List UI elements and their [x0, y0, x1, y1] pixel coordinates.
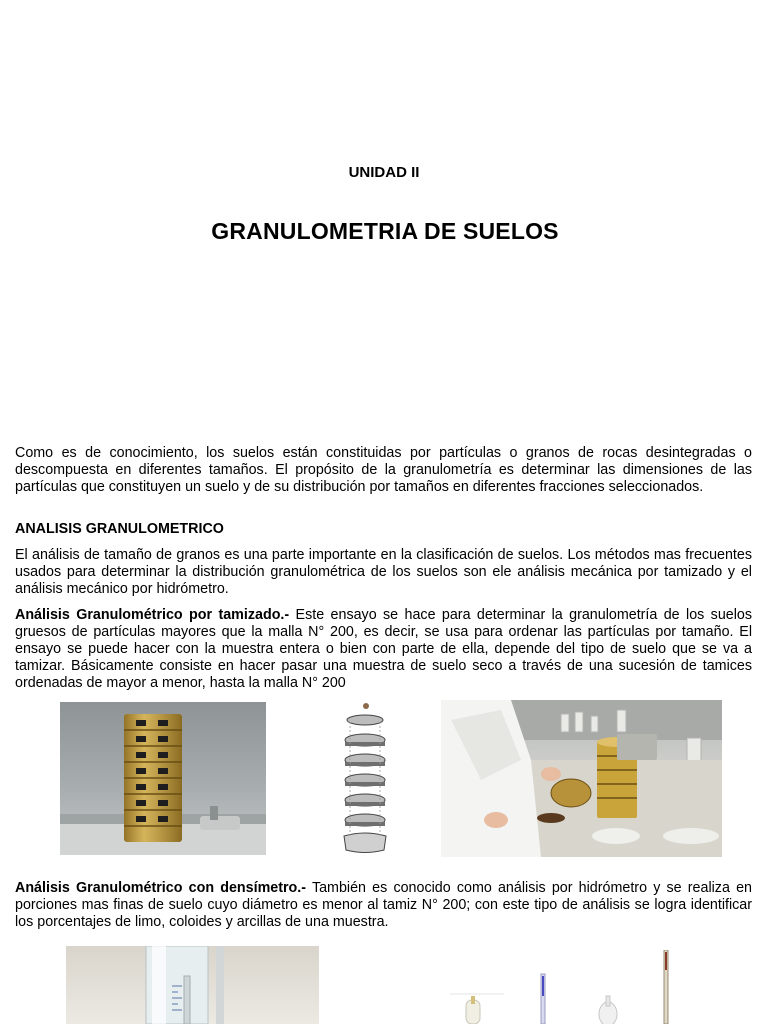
- sieve-stack-photo: [60, 702, 266, 855]
- granulometric-paragraph: El análisis de tamaño de granos es una parte importante en la clasificación de suelos. Los métodos mas frecuentes usados para determinar la distribución granulométrica de los suelos son ele análisis mecánica por tamizado y el análisis mecánico por hidrómetro.: [15, 547, 752, 597]
- sieving-paragraph: [15, 607, 752, 692]
- hydrometer-lead: Análisis Granulométrico con densímetro.-: [15, 880, 307, 896]
- hydrometer-cylinder-illustration: [66, 946, 319, 1024]
- hydrometers-illustration: [440, 950, 690, 1024]
- unit-label: UNIDAD II: [348, 164, 420, 181]
- sieve-exploded-diagram: [332, 702, 396, 855]
- intro-paragraph: Como es de conocimiento, los suelos están constituidas por partículas o granos de rocas desintegradas o descompuesta en diferentes tamaños. El propósito de la granulometría es determinar las dimensiones de las partículas que constituyen un suelo y de su distribución por tamaños en diferentes fracciones seleccionados.: [15, 445, 752, 495]
- sieve-exploded-illustration: [332, 702, 396, 855]
- lab-technician-sieving-photo: [441, 700, 722, 857]
- document-title: GRANULOMETRIA DE SUELOS: [211, 218, 559, 244]
- hydrometer-text: También es conocido como análisis por hidrómetro y se realiza en porciones mas finas de suelo cuyo diámetro es menor al tamiz N° 200; con este tipo de análisis se logra identificar los porcentajes de limo, coloides y arcillas de una muestra.: [15, 880, 752, 930]
- hydrometers-photo: [440, 950, 690, 1024]
- sieving-lead: Análisis Granulométrico por tamizado.-: [15, 607, 290, 623]
- section-heading-granulometric: ANALISIS GRANULOMETRICO: [15, 521, 224, 537]
- hydrometer-paragraph: [15, 880, 752, 931]
- hydrometer-cylinder-photo: [66, 946, 319, 1024]
- lab-technician-illustration: [441, 700, 722, 857]
- sieving-text: Este ensayo se hace para determinar la granulometría de los suelos gruesos de partículas mayores que la malla N° 200, es decir, se usa para ordenar las partículas por tamaño. El ensayo se puede hacer con la muestra entera o bien con parte de ella, depende del tipo de suelo que se va a tamizar. Básicamente consiste en hacer pasar una muestra de suelo seco a través de una sucesión de tamices ordenadas de mayor a menor, hasta la malla N° 200: [15, 607, 753, 691]
- sieve-stack-illustration: [60, 702, 266, 855]
